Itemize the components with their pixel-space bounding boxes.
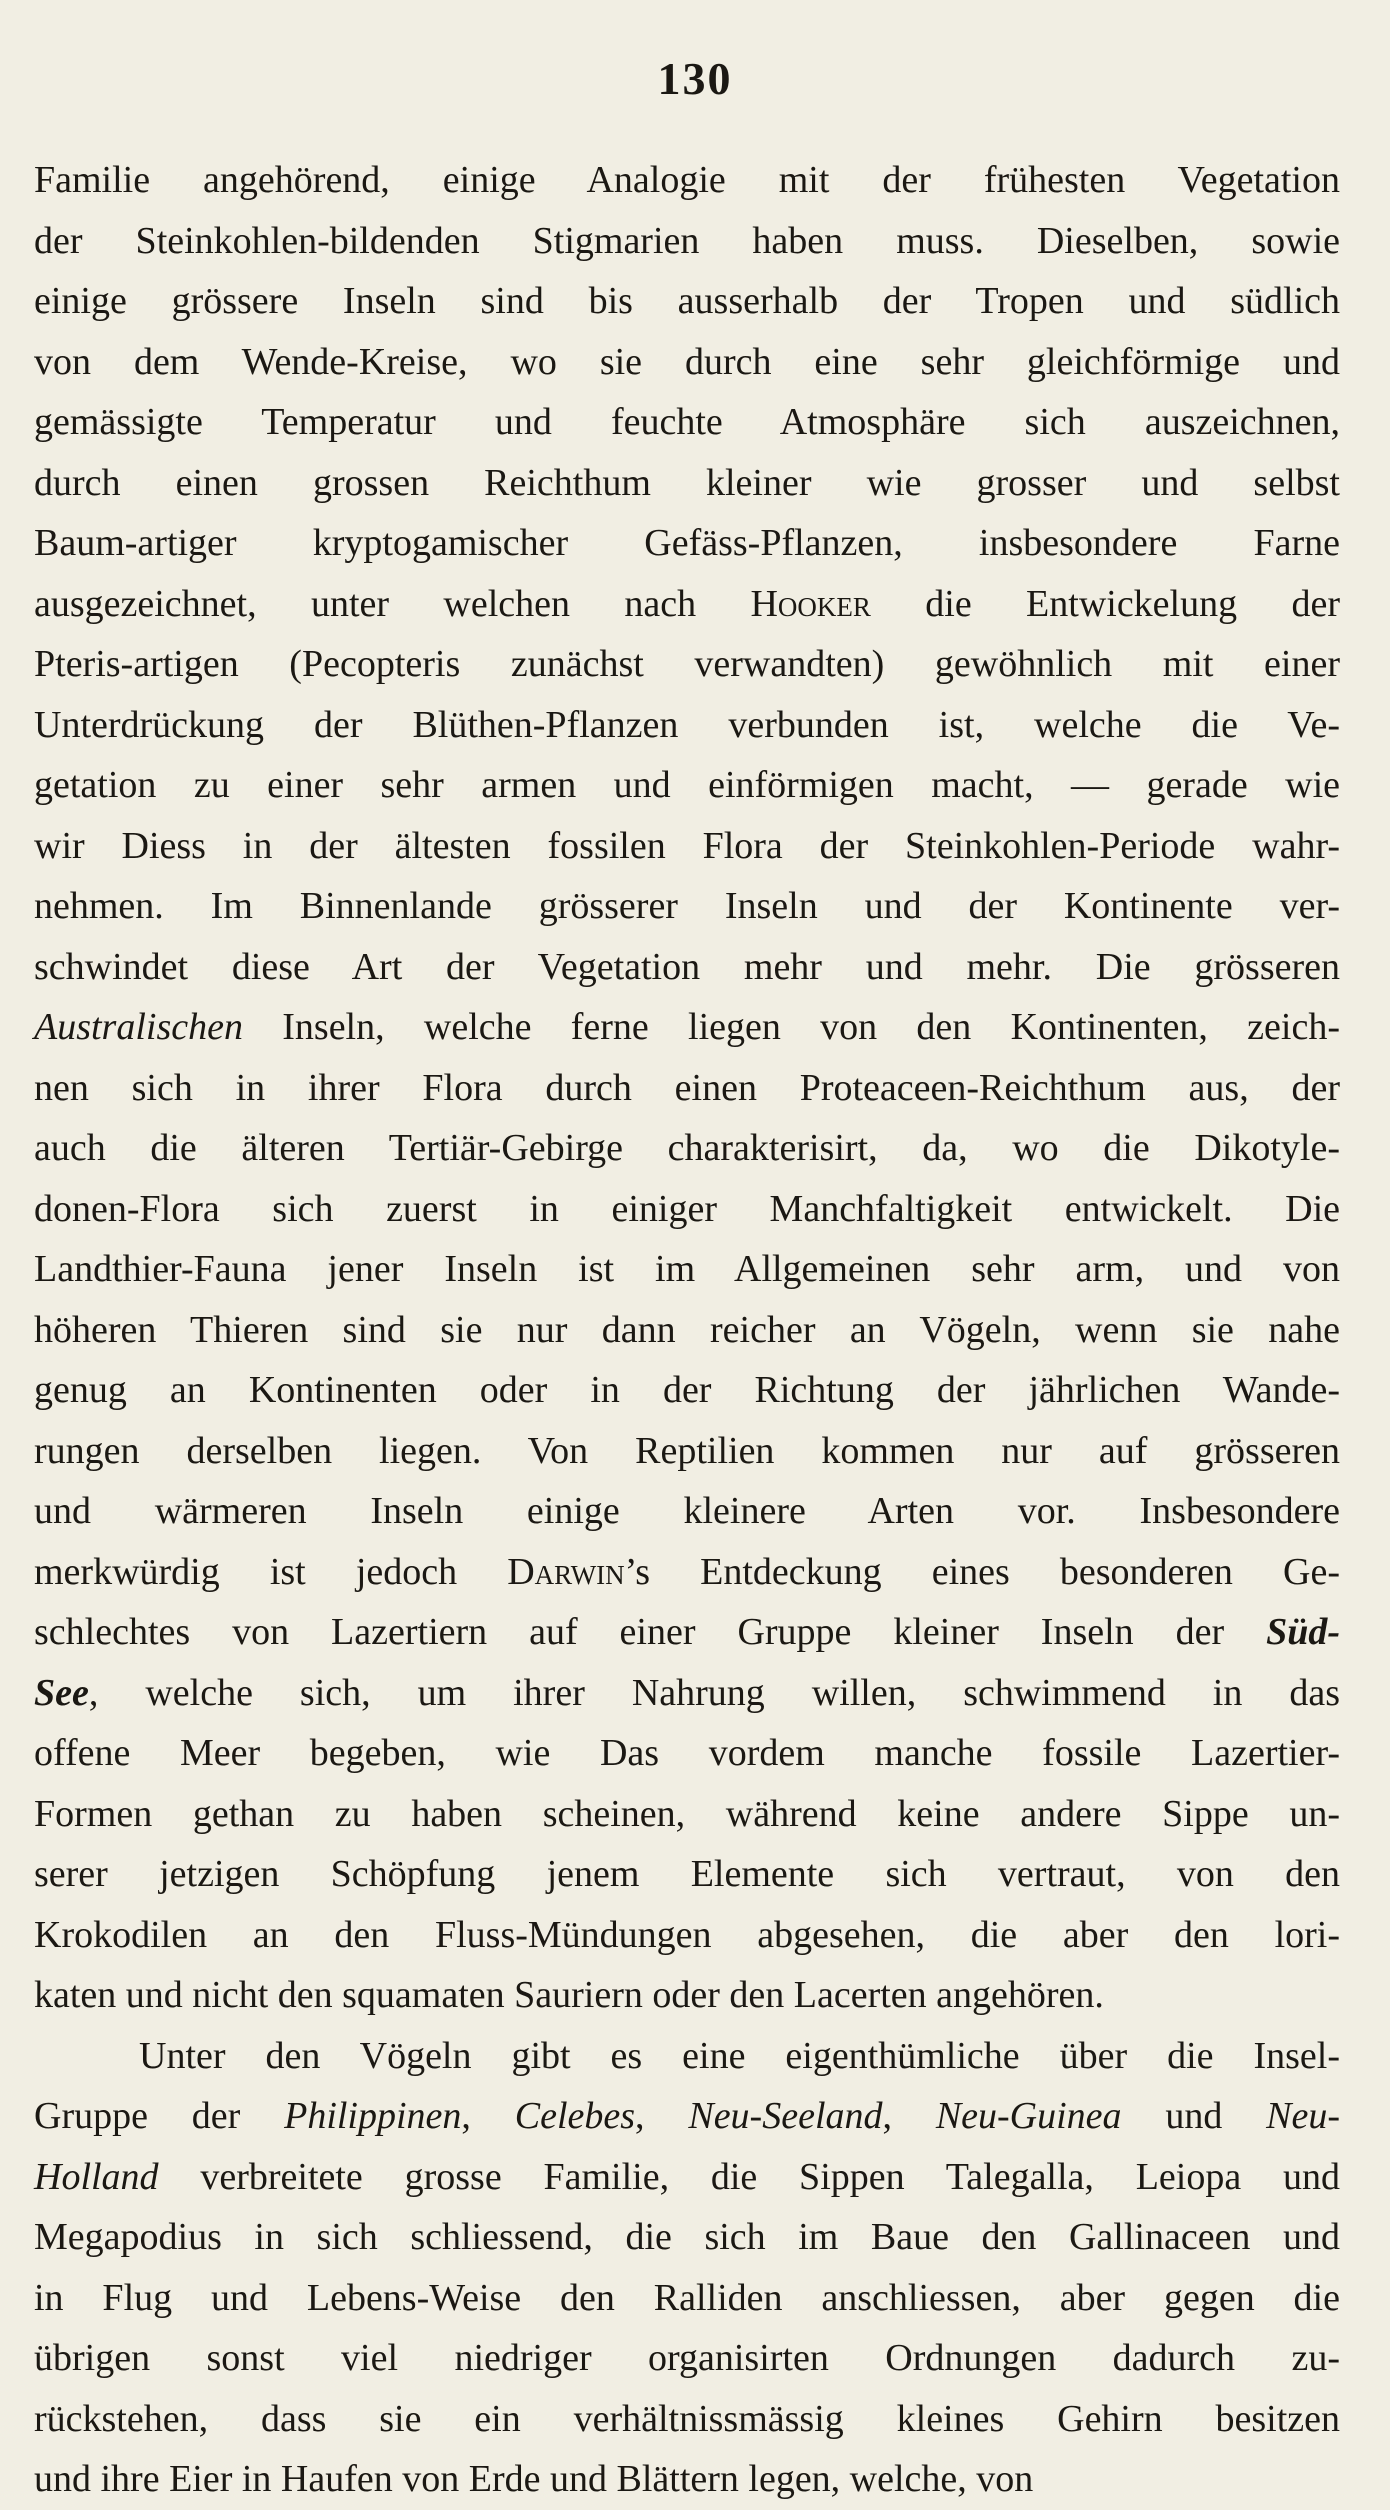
text-line: nehmen. Im Binnenlande grösserer Inseln und der Kontinente ver-	[34, 885, 1340, 927]
text-line: Landthier-Fauna jener Inseln ist im Allgemeinen sehr arm, und von	[34, 1248, 1340, 1290]
text-segment: , welche sich, um ihrer Nahrung willen, schwimmend in das	[88, 1671, 1340, 1714]
text-line: schwindet diese Art der Vegetation mehr und mehr. Die grösseren	[34, 945, 1340, 988]
text-segment: die Entwickelung der	[870, 582, 1340, 625]
text-segment: Darwin	[507, 1550, 625, 1593]
text-line	[34, 1602, 1340, 1663]
text-segment: Neu-Guinea	[935, 2095, 1122, 2137]
text-line: höheren Thieren sind sie nur dann reicher an Vögeln, wenn sie nahe	[34, 1308, 1340, 1351]
text-segment: Australischen	[34, 1006, 243, 1048]
text-line: rungen derselben liegen. Von Reptilien kommen nur auf grösseren	[34, 1429, 1340, 1472]
text-line: der Steinkohlen-bildenden Stigmarien haben muss. Dieselben, sowie	[34, 219, 1340, 262]
text-segment: Gruppe der	[34, 2095, 285, 2137]
text-segment: ausgezeichnet, unter welchen nach	[34, 582, 751, 625]
text-segment: und	[1121, 2095, 1267, 2137]
text-line	[34, 2086, 1340, 2147]
text-line: in Flug und Lebens-Weise den Ralliden anschliessen, aber gegen die	[34, 2276, 1340, 2319]
text-line: offene Meer begeben, wie Das vordem manche fossile Lazertier-	[34, 1732, 1340, 1774]
text-segment: ,	[635, 2095, 689, 2137]
text-segment: schlechtes von Lazertiern auf einer Gruppe kleiner Inseln der	[34, 1611, 1267, 1653]
text-segment: verbreitete grosse Familie, die Sippen Talegalla, Leiopa und	[158, 2155, 1340, 2198]
text-line: nen sich in ihrer Flora durch einen Proteaceen-Reichthum aus, der	[34, 1066, 1340, 1109]
text-segment: Inseln, welche ferne liegen von den Kontinenten, zeich-	[242, 1006, 1340, 1048]
text-line: katen und nicht den squamaten Sauriern oder den Lacerten angehören.	[34, 1974, 1104, 2016]
text-line	[34, 1663, 1340, 1724]
text-line: auch die älteren Tertiär-Gebirge charakterisirt, da, wo die Dikotyle-	[34, 1127, 1340, 1169]
text-segment: See	[34, 1671, 89, 1714]
text-segment: Neu-	[1266, 2095, 1341, 2137]
text-line: gemässigte Temperatur und feuchte Atmosphäre sich auszeichnen,	[34, 401, 1340, 443]
text-line: Pteris-artigen (Pecopteris zunächst verwandten) gewöhnlich mit einer	[34, 643, 1340, 685]
text-line: und wärmeren Inseln einige kleinere Arten vor. Insbesondere	[34, 1490, 1340, 1532]
text-segment: ,	[461, 2095, 515, 2137]
text-line: rückstehen, dass sie ein verhältnissmässig kleines Gehirn besitzen	[34, 2397, 1340, 2440]
text-segment: ’s Entdeckung eines besonderen Ge-	[624, 1550, 1340, 1593]
text-line	[34, 1542, 1340, 1603]
text-line: Unterdrückung der Blüthen-Pflanzen verbunden ist, welche die Ve-	[34, 703, 1340, 746]
text-line: Megapodius in sich schliessend, die sich im Baue den Gallinaceen und	[34, 2216, 1340, 2258]
text-line: donen-Flora sich zuerst in einiger Manchfaltigkeit entwickelt. Die	[34, 1187, 1340, 1230]
text-line	[34, 997, 1340, 1058]
text-line: wir Diess in der ältesten fossilen Flora der Steinkohlen-Periode wahr-	[34, 824, 1340, 867]
text-segment: Philippinen	[284, 2095, 462, 2137]
text-line: Baum-artiger kryptogamischer Gefäss-Pflanzen, insbesondere Farne	[34, 522, 1340, 564]
text-segment: Neu-Seeland	[688, 2095, 883, 2137]
text-line: getation zu einer sehr armen und einförmigen macht, — gerade wie	[34, 764, 1340, 806]
text-line: und ihre Eier in Haufen von Erde und Blättern legen, welche, von	[34, 2458, 1034, 2500]
text-segment: merkwürdig ist jedoch	[34, 1550, 508, 1593]
text-line: einige grössere Inseln sind bis ausserhalb der Tropen und südlich	[34, 280, 1340, 322]
text-line: Krokodilen an den Fluss-Mündungen abgesehen, die aber den lori-	[34, 1913, 1340, 1956]
page-number: 130	[657, 53, 733, 104]
text-line	[34, 2147, 1340, 2208]
body-text	[34, 150, 1340, 2510]
text-line: genug an Kontinenten oder in der Richtung der jährlichen Wande-	[34, 1369, 1340, 1411]
text-line: Familie angehörend, einige Analogie mit der frühesten Vegetation	[34, 159, 1340, 201]
text-segment: Süd-	[1266, 1611, 1340, 1653]
text-line	[34, 574, 1340, 635]
text-line: von dem Wende-Kreise, wo sie durch eine sehr gleichförmige und	[34, 340, 1340, 383]
text-line: durch einen grossen Reichthum kleiner wie grosser und selbst	[34, 461, 1340, 504]
text-segment: Hooker	[750, 582, 871, 625]
text-line: Formen gethan zu haben scheinen, während keine andere Sippe un-	[34, 1792, 1340, 1835]
text-segment: Celebes	[514, 2095, 636, 2137]
text-segment: ,	[882, 2095, 936, 2137]
text-line: übrigen sonst viel niedriger organisirten Ordnungen dadurch zu-	[34, 2337, 1340, 2379]
text-segment: Holland	[34, 2155, 159, 2198]
text-line: serer jetzigen Schöpfung jenem Elemente sich vertraut, von den	[34, 1853, 1340, 1895]
text-line: Unter den Vögeln gibt es eine eigenthümliche über die Insel-	[139, 2034, 1340, 2077]
